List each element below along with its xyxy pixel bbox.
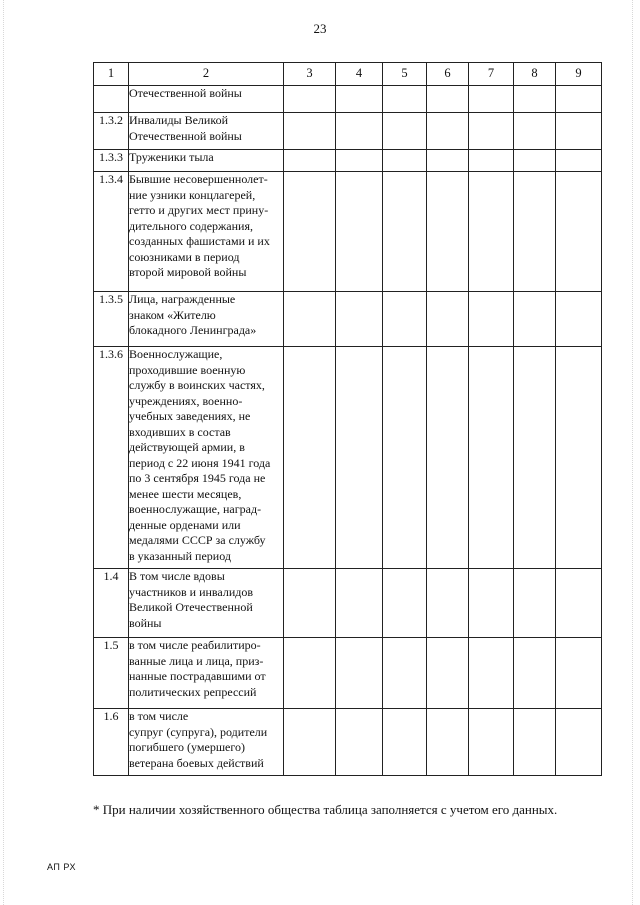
empty-value-cell bbox=[284, 638, 336, 709]
footnote: * При наличии хозяйственного общества таблица заполняется с учетом его данных. bbox=[93, 802, 558, 817]
empty-value-cell bbox=[427, 569, 469, 638]
table-row bbox=[94, 347, 602, 569]
empty-value-cell bbox=[284, 150, 336, 172]
page-number: 23 bbox=[313, 21, 327, 36]
row-label-line: Великой Отечественной bbox=[129, 600, 253, 614]
left-edge-dots bbox=[3, 0, 5, 905]
empty-value-cell bbox=[556, 86, 602, 113]
empty-value-cell bbox=[383, 709, 427, 776]
row-label-line: медалями СССР за службу bbox=[129, 533, 266, 547]
empty-value-cell bbox=[427, 292, 469, 347]
row-number-cell: 1.6 bbox=[94, 709, 129, 776]
row-label-cell bbox=[129, 709, 284, 776]
row-label-cell bbox=[129, 86, 284, 113]
row-number-cell: 1.3.3 bbox=[94, 150, 129, 172]
row-label-line: В том числе вдовы bbox=[129, 569, 225, 583]
empty-value-cell bbox=[383, 172, 427, 292]
empty-value-cell bbox=[383, 292, 427, 347]
empty-value-cell bbox=[514, 347, 556, 569]
empty-value-cell bbox=[514, 113, 556, 150]
empty-value-cell bbox=[469, 172, 514, 292]
empty-value-cell bbox=[556, 638, 602, 709]
row-label-line: менее шести месяцев, bbox=[129, 486, 242, 501]
empty-value-cell bbox=[427, 86, 469, 113]
row-label-cell bbox=[129, 172, 284, 292]
empty-value-cell bbox=[514, 709, 556, 776]
empty-value-cell bbox=[556, 172, 602, 292]
empty-value-cell bbox=[383, 638, 427, 709]
empty-value-cell bbox=[427, 172, 469, 292]
right-edge-dots bbox=[632, 0, 634, 905]
row-label-line: военнослужащие, наград- bbox=[129, 502, 262, 516]
column-header: 9 bbox=[556, 63, 602, 86]
empty-value-cell bbox=[469, 709, 514, 776]
row-label-line: Бывшие несовершеннолет- bbox=[129, 172, 268, 186]
row-label-line: по 3 сентября 1945 года не bbox=[129, 471, 266, 485]
empty-value-cell bbox=[469, 638, 514, 709]
row-label-line: Военнослужащие, bbox=[129, 347, 223, 361]
row-number-cell: 1.3.4 bbox=[94, 172, 129, 292]
row-label-line: участников и инвалидов bbox=[129, 584, 254, 599]
row-label-cell bbox=[129, 569, 284, 638]
column-header: 6 bbox=[427, 63, 469, 86]
row-label-line: ветерана боевых действий bbox=[129, 755, 264, 770]
empty-value-cell bbox=[427, 150, 469, 172]
empty-value-cell bbox=[556, 709, 602, 776]
empty-value-cell bbox=[427, 347, 469, 569]
row-label-line: нанные пострадавшими от bbox=[129, 669, 266, 683]
empty-value-cell bbox=[427, 709, 469, 776]
row-number-cell: 1.3.6 bbox=[94, 347, 129, 569]
empty-value-cell bbox=[427, 638, 469, 709]
empty-value-cell bbox=[469, 113, 514, 150]
table-row bbox=[94, 150, 602, 172]
empty-value-cell bbox=[336, 113, 383, 150]
row-label-line: Лица, награжденные bbox=[129, 292, 236, 306]
row-label-line: Инвалиды Великой bbox=[129, 113, 228, 127]
empty-value-cell bbox=[336, 86, 383, 113]
row-label-line: входивших в состав bbox=[129, 424, 231, 439]
empty-value-cell bbox=[514, 86, 556, 113]
row-label-line: войны bbox=[129, 615, 162, 630]
empty-value-cell bbox=[383, 150, 427, 172]
row-label-line: блокадного Ленинграда» bbox=[129, 323, 257, 337]
row-label-line: денные орденами или bbox=[129, 517, 241, 532]
table-row bbox=[94, 172, 602, 292]
table-row bbox=[94, 638, 602, 709]
table-row bbox=[94, 709, 602, 776]
empty-value-cell bbox=[469, 86, 514, 113]
row-number-cell: 1.5 bbox=[94, 638, 129, 709]
row-label-line: в указанный период bbox=[129, 548, 231, 563]
row-label-line: знаком «Жителю bbox=[129, 307, 216, 322]
empty-value-cell bbox=[514, 638, 556, 709]
row-label-cell bbox=[129, 113, 284, 150]
row-label-line: период с 22 июня 1941 года bbox=[129, 455, 271, 470]
empty-value-cell bbox=[284, 292, 336, 347]
row-label-line: Отечественной войны bbox=[129, 86, 242, 100]
empty-value-cell bbox=[514, 150, 556, 172]
empty-value-cell bbox=[284, 86, 336, 113]
row-label-line: гетто и других мест прину- bbox=[129, 203, 269, 217]
empty-value-cell bbox=[556, 150, 602, 172]
row-label-cell bbox=[129, 292, 284, 347]
archive-stamp: АП РХ bbox=[47, 862, 76, 872]
column-header: 4 bbox=[336, 63, 383, 86]
table-row bbox=[94, 86, 602, 113]
table-row bbox=[94, 113, 602, 150]
row-label-line: второй мировой войны bbox=[129, 265, 247, 279]
empty-value-cell bbox=[336, 709, 383, 776]
column-header: 2 bbox=[129, 63, 284, 86]
row-label-line: в том числе bbox=[129, 709, 189, 723]
row-number-cell: 1.4 bbox=[94, 569, 129, 638]
empty-value-cell bbox=[556, 292, 602, 347]
row-label-line: ванные лица и лица, приз- bbox=[129, 653, 264, 668]
empty-value-cell bbox=[556, 113, 602, 150]
empty-value-cell bbox=[427, 113, 469, 150]
empty-value-cell bbox=[514, 569, 556, 638]
row-number-cell bbox=[94, 86, 129, 113]
row-label-cell bbox=[129, 150, 284, 172]
empty-value-cell bbox=[469, 569, 514, 638]
column-header: 7 bbox=[469, 63, 514, 86]
row-label-line: службу в воинских частях, bbox=[129, 378, 265, 392]
column-header: 8 bbox=[514, 63, 556, 86]
empty-value-cell bbox=[383, 347, 427, 569]
row-number-cell: 1.3.5 bbox=[94, 292, 129, 347]
empty-value-cell bbox=[284, 172, 336, 292]
empty-value-cell bbox=[336, 150, 383, 172]
row-label-line: союзниками в период bbox=[129, 249, 240, 264]
column-header: 1 bbox=[94, 63, 129, 86]
empty-value-cell bbox=[284, 569, 336, 638]
empty-value-cell bbox=[336, 172, 383, 292]
empty-value-cell bbox=[469, 292, 514, 347]
empty-value-cell bbox=[284, 347, 336, 569]
row-label-cell bbox=[129, 347, 284, 569]
empty-value-cell bbox=[336, 347, 383, 569]
column-header: 3 bbox=[284, 63, 336, 86]
table-header-row bbox=[94, 63, 602, 86]
empty-value-cell bbox=[556, 347, 602, 569]
empty-value-cell bbox=[469, 347, 514, 569]
empty-value-cell bbox=[514, 172, 556, 292]
table-row bbox=[94, 569, 602, 638]
empty-value-cell bbox=[336, 638, 383, 709]
empty-value-cell bbox=[383, 86, 427, 113]
table-row bbox=[94, 292, 602, 347]
row-label-line: политических репрессий bbox=[129, 684, 257, 699]
empty-value-cell bbox=[556, 569, 602, 638]
column-header: 5 bbox=[383, 63, 427, 86]
empty-value-cell bbox=[336, 569, 383, 638]
row-label-line: в том числе реабилитиро- bbox=[129, 638, 261, 652]
empty-value-cell bbox=[383, 569, 427, 638]
row-label-line: ние узники концлагерей, bbox=[129, 187, 256, 202]
row-label-line: погибшего (умершего) bbox=[129, 740, 246, 754]
row-label-cell bbox=[129, 638, 284, 709]
empty-value-cell bbox=[469, 150, 514, 172]
row-number-cell: 1.3.2 bbox=[94, 113, 129, 150]
empty-value-cell bbox=[336, 292, 383, 347]
row-label-line: учреждениях, военно- bbox=[129, 393, 243, 408]
row-label-line: дительного содержания, bbox=[129, 218, 253, 233]
empty-value-cell bbox=[284, 113, 336, 150]
data-table bbox=[93, 62, 602, 776]
empty-value-cell bbox=[383, 113, 427, 150]
empty-value-cell bbox=[284, 709, 336, 776]
row-label-line: супруг (супруга), родители bbox=[129, 724, 268, 739]
row-label-line: Труженики тыла bbox=[129, 150, 214, 164]
row-label-line: Отечественной войны bbox=[129, 128, 242, 143]
table-body bbox=[94, 86, 602, 776]
row-label-line: проходившие военную bbox=[129, 362, 246, 377]
empty-value-cell bbox=[514, 292, 556, 347]
row-label-line: созданных фашистами и их bbox=[129, 234, 270, 248]
row-label-line: действующей армии, в bbox=[129, 440, 245, 454]
row-label-line: учебных заведениях, не bbox=[129, 409, 251, 423]
